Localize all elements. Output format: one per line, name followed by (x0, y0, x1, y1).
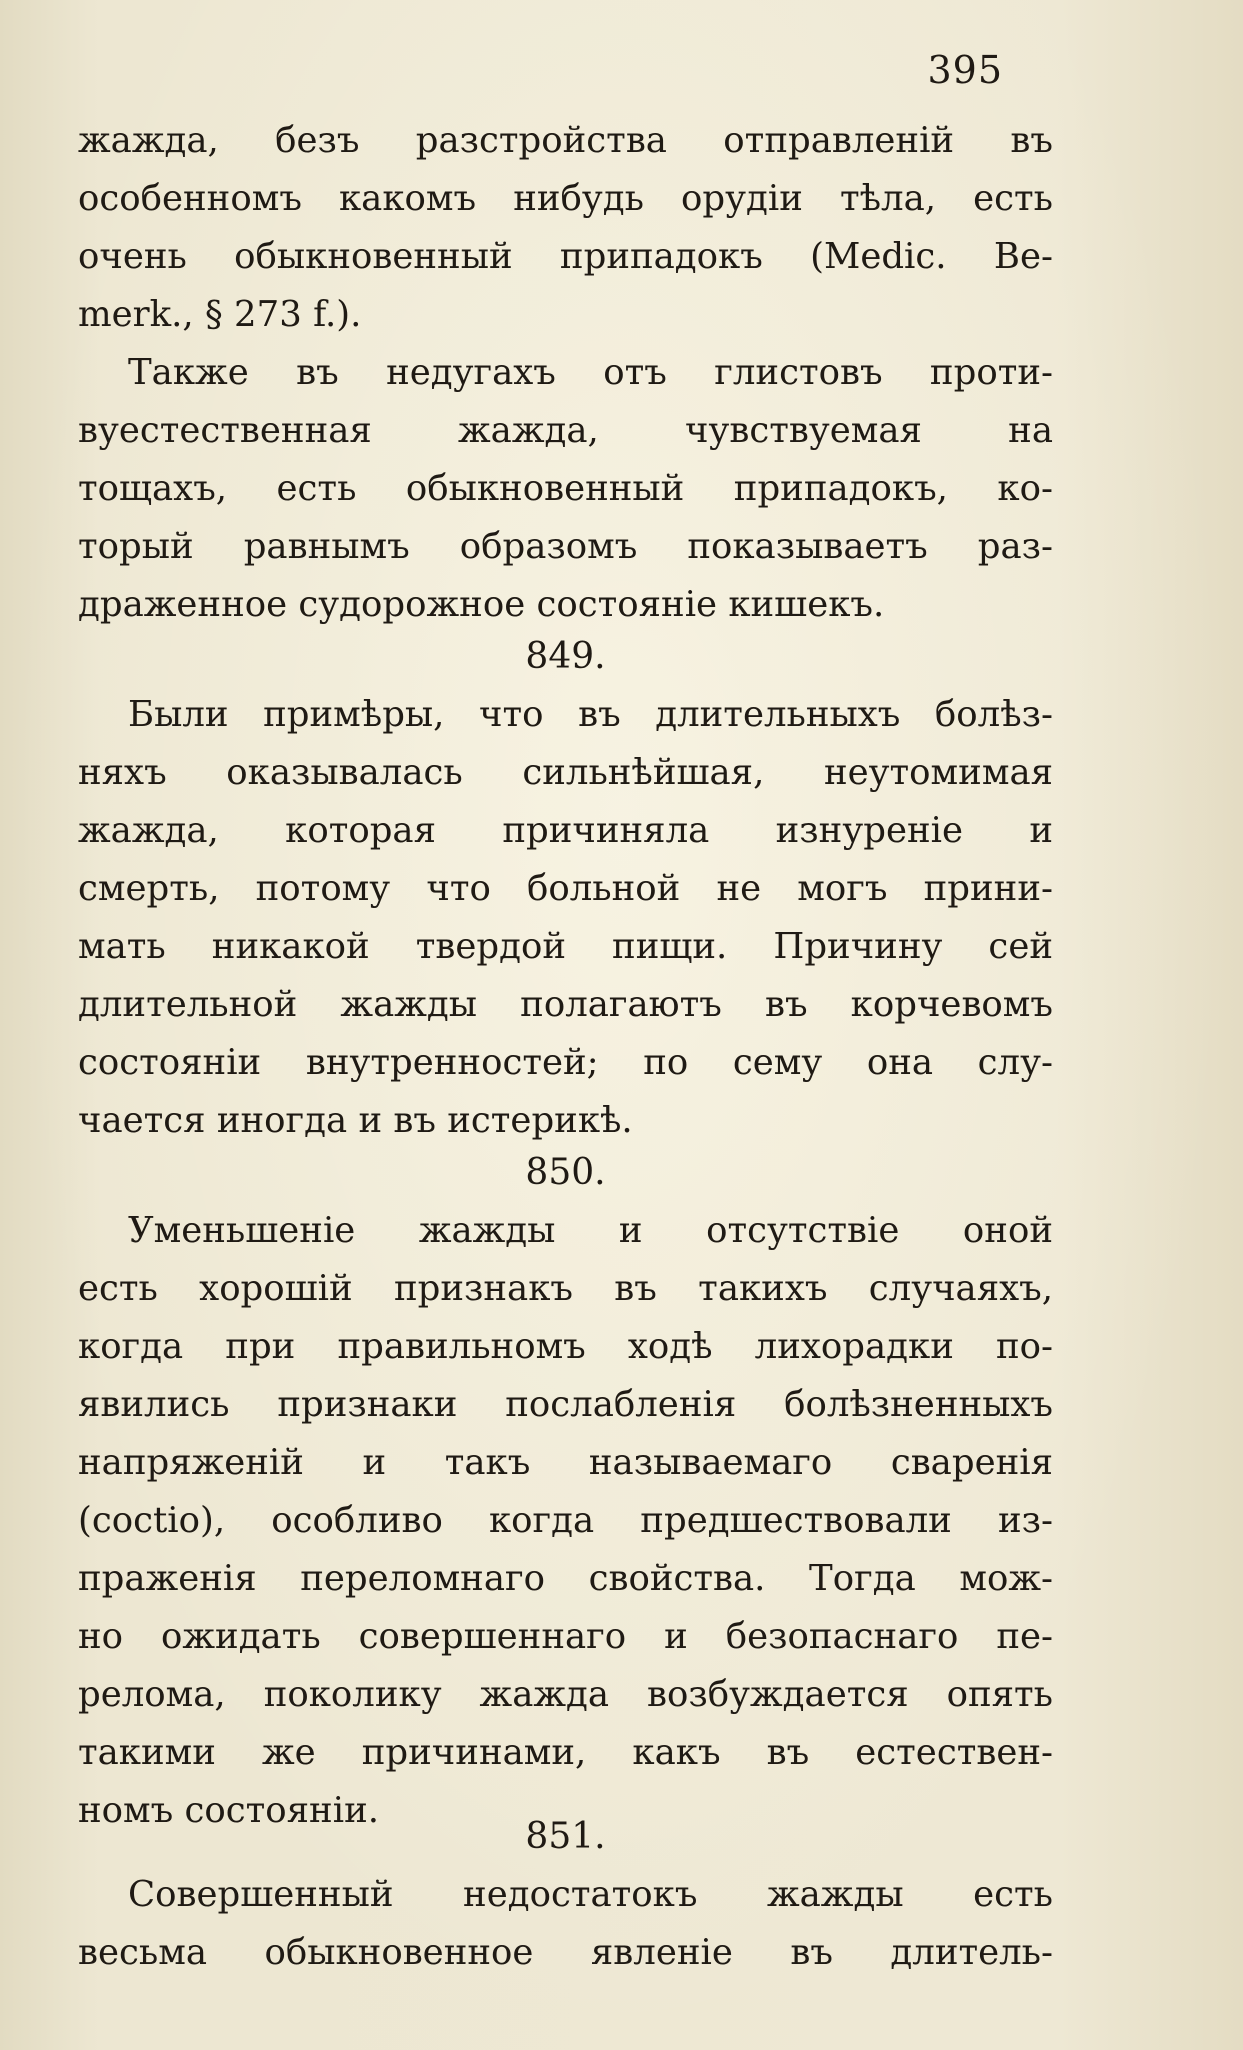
text-line: смерть, потому что больной не могъ прини- (78, 868, 1053, 909)
text-line: драженное судорожное состояніе кишекъ. (78, 584, 885, 625)
text-line: очень обыкновенный припадокъ (Medic. Be- (78, 236, 1053, 277)
text-line: весьма обыкновенное явленіе въ длитель- (78, 1932, 1053, 1973)
text-line: праженія переломнаго свойства. Тогда мож- (78, 1558, 1053, 1599)
text-line: когда при правильномъ ходѣ лихорадки по- (78, 1326, 1053, 1367)
text-line: релома, поколику жажда возбуждается опять (78, 1674, 1053, 1715)
text-line: мать никакой твердой пищи. Причину сей (78, 926, 1053, 967)
text-line: явились признаки послабленія болѣзненныхъ (78, 1384, 1053, 1425)
text-line: есть хорошій признакъ въ такихъ случаяхъ, (78, 1268, 1053, 1309)
paragraph-worms (78, 344, 1053, 634)
text-line: няхъ оказывалась сильнѣйшая, неутомимая (78, 752, 1053, 793)
page-number: 395 (927, 48, 1003, 92)
text-line: торый равнымъ образомъ показываетъ раз- (78, 526, 1053, 567)
text-line: жажда, которая причиняла изнуреніе и (78, 810, 1053, 851)
section-number: 849. (525, 636, 606, 677)
section-number: 850. (525, 1152, 606, 1193)
text-line: чается иногда и въ истерикѣ. (78, 1100, 633, 1141)
section-number: 851. (525, 1816, 606, 1857)
text-line: Были примѣры, что въ длительныхъ болѣз- (128, 694, 1053, 735)
text-line: такими же причинами, какъ въ естествен- (78, 1732, 1053, 1773)
section-849 (78, 628, 1053, 1150)
text-line: состояніи внутренностей; по сему она слу- (78, 1042, 1053, 1083)
text-line: merk., § 273 f.). (78, 294, 362, 335)
text-line: Также въ недугахъ отъ глистовъ проти- (128, 352, 1053, 393)
paragraph-continuation (78, 112, 1053, 344)
text-line: напряженій и такъ называемаго сваренія (78, 1442, 1053, 1483)
text-line: тощахъ, есть обыкновенный припадокъ, ко- (78, 468, 1053, 509)
text-line: вуестественная жажда, чувствуемая на (78, 410, 1053, 451)
text-line: длительной жажды полагаютъ въ корчевомъ (78, 984, 1053, 1025)
text-line: Совершенный недостатокъ жажды есть (128, 1874, 1053, 1915)
text-line: Уменьшеніе жажды и отсутствіе оной (128, 1210, 1053, 1251)
text-line: но ожидать совершеннаго и безопаснаго пе- (78, 1616, 1053, 1657)
section-851 (78, 1808, 1053, 1982)
text-line: (coctio), особливо когда предшествовали из- (78, 1500, 1053, 1541)
text-line: особенномъ какомъ нибудь орудіи тѣла, есть (78, 178, 1053, 219)
section-850 (78, 1144, 1053, 1840)
text-line: номъ состояніи. (78, 1790, 380, 1831)
text-line: жажда, безъ разстройства отправленій въ (78, 120, 1053, 161)
